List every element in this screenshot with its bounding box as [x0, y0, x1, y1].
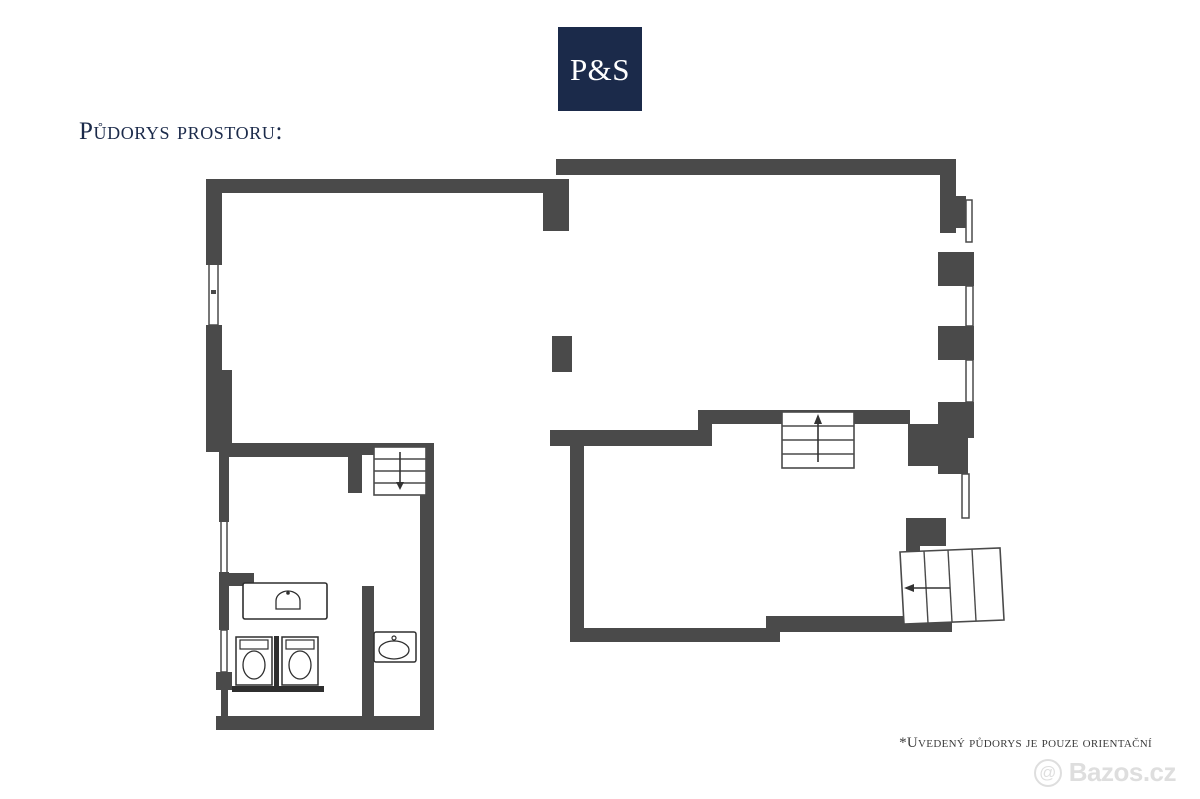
wall-right-notch4: [938, 402, 974, 438]
wall-left-mid: [206, 325, 222, 373]
wc-bottom-wall: [232, 686, 324, 692]
wall-center-bottom-step: [766, 616, 780, 642]
wall-bathroom-right: [420, 455, 434, 730]
wall-left-thick: [206, 370, 232, 452]
wall-center-bottom: [570, 628, 776, 642]
wall-right-mid: [908, 424, 940, 466]
watermark: [1034, 757, 1176, 788]
wall-right-notch5: [938, 438, 968, 474]
wall-left-lower2: [221, 520, 227, 574]
wall-top-left: [206, 179, 556, 193]
toilet-right-fixture: [282, 637, 318, 685]
wall-stair-left: [348, 443, 362, 493]
bathtub-fixture: [243, 583, 327, 619]
wall-right-win3: [966, 360, 973, 402]
wall-right-notch2: [938, 252, 974, 286]
stairs-right: [900, 548, 1004, 624]
wall-right-win4: [962, 474, 969, 518]
stairs-center: [782, 412, 854, 468]
washbasin-fixture: [374, 632, 416, 662]
wall-left-lower5: [216, 672, 232, 690]
wall-right-notch1: [944, 196, 966, 228]
wall-left-window-bar: [211, 290, 216, 294]
page-title: Půdorys prostoru:: [79, 118, 284, 145]
wall-bath-divider2: [222, 573, 244, 586]
watermark-label: Bazos.cz: [1068, 757, 1176, 787]
disclaimer-note: *Uvedený půdorys je pouze orientační: [899, 735, 1152, 751]
wall-left-lower6: [221, 690, 228, 718]
wall-top-stub: [543, 179, 569, 231]
wall-wc-divider: [362, 586, 374, 716]
walls-group: [206, 159, 974, 730]
wall-bottom-left: [216, 716, 432, 730]
wall-right-win2: [966, 286, 973, 326]
wall-mid-left: [222, 443, 362, 457]
wall-left-lower: [219, 452, 229, 522]
toilet-partition: [274, 636, 279, 688]
wall-center-left-vert: [570, 430, 584, 640]
wall-right-win1: [966, 200, 972, 242]
pillar-center: [552, 336, 572, 372]
wall-left-lower4: [221, 630, 227, 672]
brand-logo-text: P&S: [569, 51, 631, 87]
stairs-small-left: [374, 447, 426, 495]
wall-top-right: [556, 159, 956, 175]
toilet-left-fixture: [236, 637, 272, 685]
wall-left-upper: [206, 179, 222, 265]
wall-right-notch3: [938, 326, 974, 360]
at-sign-icon: @: [1034, 759, 1062, 787]
